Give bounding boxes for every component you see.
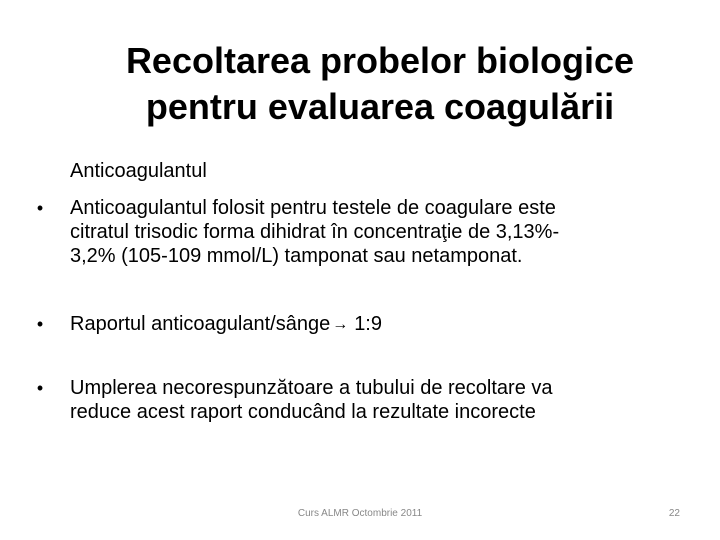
bullet-line bbox=[70, 312, 670, 337]
title-line-2: pentru evaluarea coagulării bbox=[145, 86, 615, 127]
title-line-1: Recoltarea probelor biologice bbox=[125, 40, 635, 81]
page-number: 22 bbox=[668, 508, 680, 519]
slide-title bbox=[60, 38, 700, 130]
bullet-icon: • bbox=[36, 198, 44, 218]
bullet-line: citratul trisodic forma dihidrat în concentraţie de 3,13%- bbox=[70, 221, 560, 243]
bullet-text bbox=[70, 312, 670, 337]
intro-text: Anticoagulantul bbox=[70, 160, 207, 182]
bullet-line: Umplerea necorespunzătoare a tubului de recoltare va bbox=[70, 377, 553, 399]
bullet-text bbox=[70, 196, 670, 268]
bullet-line: 3,2% (105-109 mmol/L) tamponat sau netamponat. bbox=[70, 245, 523, 267]
bullet-line: Anticoagulantul folosit pentru testele de coagulare este bbox=[70, 197, 556, 219]
ratio-label: Raportul anticoagulant/sânge bbox=[70, 313, 331, 335]
bullet-text bbox=[70, 376, 670, 424]
right-arrow-icon: → bbox=[332, 316, 349, 333]
footer-course-label: Curs ALMR Octombrie 2011 bbox=[297, 508, 423, 519]
bullet-icon: • bbox=[36, 314, 44, 334]
ratio-value: 1:9 bbox=[354, 313, 382, 335]
bullet-icon: • bbox=[36, 378, 44, 398]
bullet-line: reduce acest raport conducând la rezultate incorecte bbox=[70, 401, 536, 423]
